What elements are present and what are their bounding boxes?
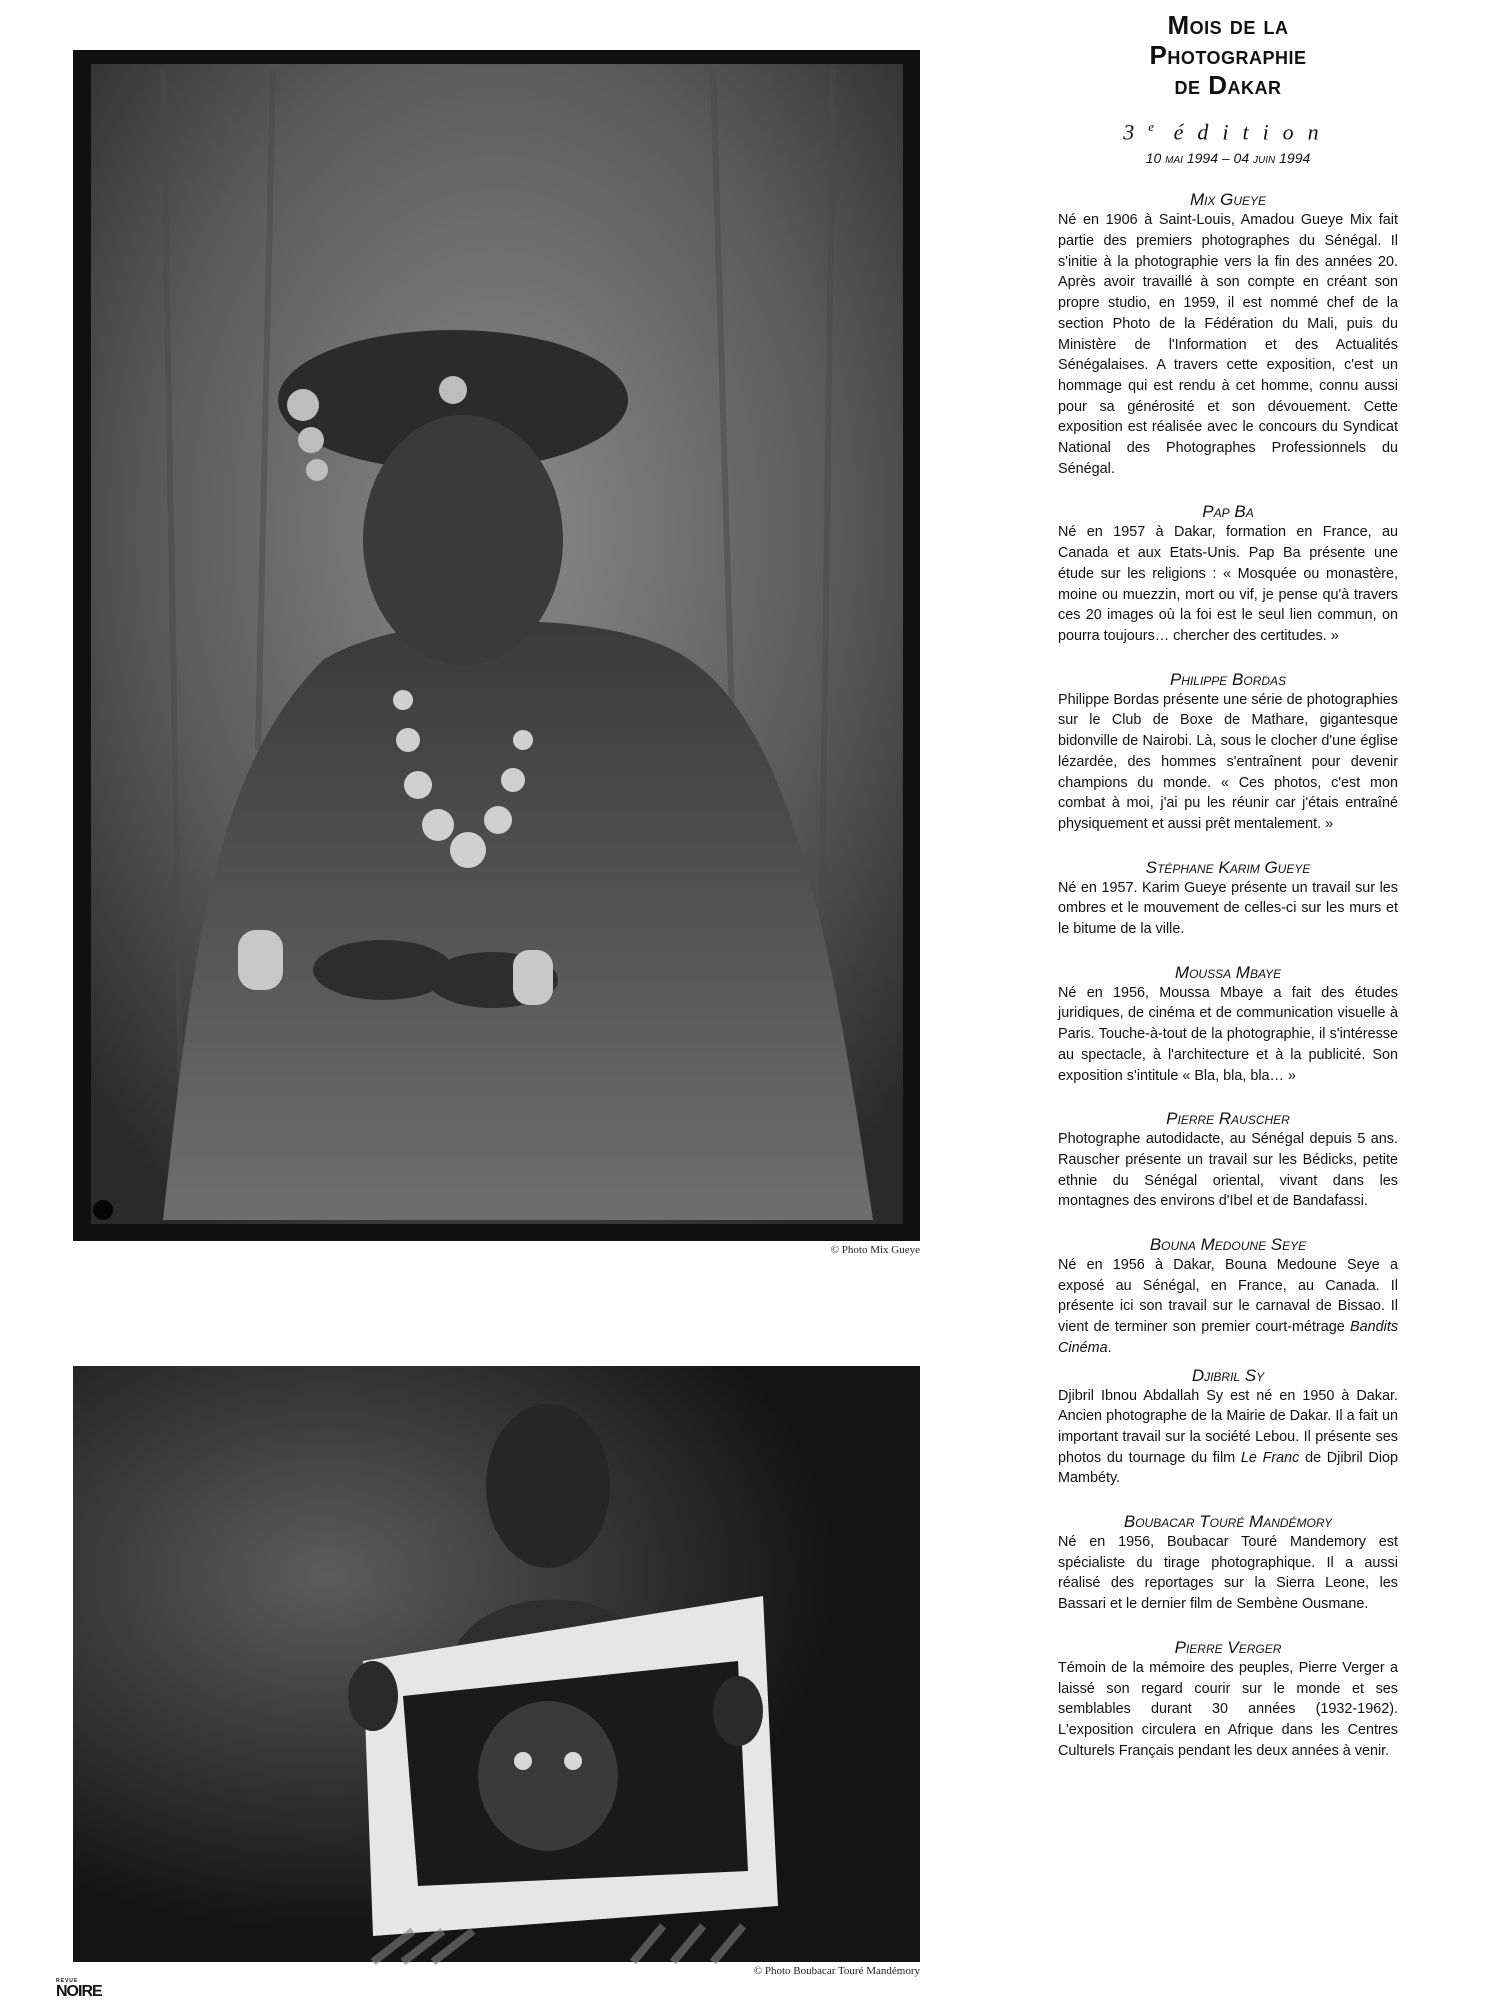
photographer-name: Moussa Mbaye <box>1174 962 1282 982</box>
entry-djibril-sy <box>1058 1365 1398 1490</box>
child-photo-image <box>73 1366 920 1962</box>
photographer-name: Stéphane Karim Gueye <box>1145 857 1311 877</box>
bio-text: Djibril Ibnou Abdallah Sy est né en 1950 à Dakar. Ancien photographe de la Mairie de Dakar. Il a fait un important travail sur la société Lebou. Il présente ses photos du tournage du film <box>1058 1387 1398 1466</box>
photo-credit: © Photo Boubacar Touré Mandémory <box>753 1965 920 1977</box>
entry-philippe-bordas <box>1058 669 1398 835</box>
photographer-bio: Né en 1957 à Dakar, formation en France, au Canada et aux Etats-Unis. Pap Ba présente une étude sur les religions : « Mosquée ou monastère, moine ou muezzin, mort ou vif, je pense qu'à travers ces 20 images où la foi est le seul lien commun, on pourra toujours… chercher des certitudes. » <box>1058 524 1398 644</box>
photographer-bio: Né en 1906 à Saint-Louis, Amadou Gueye Mix fait partie des premiers photographes du Sénégal. Il s'initie à la photographie vers la fin des années 20. Après avoir travaillé à son compte en créant son propre studio, en 1959, il est nommé chef de la section Photo de la Fédération du Mali, puis du Ministère de l'Information et des Actualités Sénégalaises. A travers cette exposition, c'est un hommage qui est rendu à cet homme, connu aussi pour sa générosité et son dévouement. Cette exposition est réalisée avec le concours du Syndicat National des Photographes Professionnels du Sénégal. <box>1058 212 1398 477</box>
logo-big-text: NOIRE <box>56 1983 102 2000</box>
portrait-photo-mix-gueye <box>73 50 920 1241</box>
title-line-3: de Dakar <box>1174 70 1282 100</box>
article-column <box>1058 10 1398 1783</box>
edition-number: 3 <box>1123 119 1149 145</box>
portrait-photo-image <box>73 50 920 1241</box>
event-dates: 10 mai 1994 – 04 juin 1994 <box>1145 150 1311 167</box>
entry-bouna-medoune-seye <box>1058 1234 1398 1359</box>
photographer-bio: Né en 1956, Boubacar Touré Mandemory est spécialiste du tirage photographique. Il a aussi réalisé des reportages sur la Sierra Leone, les Bassari et le dernier film de Sembène Ousmane. <box>1058 1534 1398 1613</box>
bio-text: Né en 1956 à Dakar, Bouna Medoune Seye a exposé au Sénégal, en France, au Canada. Il présente ici son travail sur le carnaval de Bissao. Il vient de terminer son premier court-métrage <box>1058 1257 1398 1336</box>
edition-superscript: e <box>1148 119 1155 134</box>
bio-end: de Djibril Diop Mambéty. <box>1058 1449 1399 1487</box>
photographer-name: Pierre Rauscher <box>1166 1109 1290 1129</box>
entry-stephane-karim-gueye <box>1058 857 1398 940</box>
film-title: Bandits Cinéma <box>1058 1319 1399 1356</box>
photographer-bio: Philippe Bordas présente une série de photographies sur le Club de Boxe de Mathare, gigantesque bidonville de Nairobi. Là, sous le clocher d'une église lézardée, des hommes s'entraînent pour devenir champions du monde. « Ces photos, c'est mon combat à moi, j'ai pu les réunir car j'étais entraîné physiquement et aussi prêt mentalement. » <box>1058 691 1398 832</box>
edition-label <box>1058 114 1398 145</box>
entry-pierre-rauscher <box>1058 1108 1398 1212</box>
photographer-bio: Photographe autodidacte, au Sénégal depuis 5 ans. Rauscher présente un travail sur les Bédicks, petite ethnie du Sénégal oriental, vivant dans les montagnes des environs d'Ibel et de Bandafassi. <box>1058 1131 1398 1210</box>
photographer-name: Pierre Verger <box>1174 1637 1282 1657</box>
logo-small-text: REVUE <box>56 1978 79 1984</box>
entry-pap-ba <box>1058 501 1398 646</box>
entry-boubacar-toure-mandemory <box>1058 1511 1398 1615</box>
photographer-list <box>1058 189 1398 1761</box>
photographer-name: Djibril Sy <box>1191 1365 1265 1385</box>
photographer-name: Bouna Medoune Seye <box>1149 1235 1307 1255</box>
photographer-bio: Né en 1956, Moussa Mbaye a fait des études juridiques, de cinéma et de communication visuelle à Paris. Touche-à-tout de la photographie, il s'intéresse au spectacle, à l'architecture et à la publicité. Son exposition s'intitule « Bla, bla, bla… » <box>1058 984 1398 1084</box>
film-title: Le Franc <box>1240 1449 1300 1466</box>
photographer-name: Boubacar Touré Mandémory <box>1123 1512 1333 1532</box>
article-title <box>1058 10 1398 100</box>
edition-word: édition <box>1173 119 1333 145</box>
entry-pierre-verger <box>1058 1637 1398 1762</box>
photographer-bio: Témoin de la mémoire des peuples, Pierre Verger a laissé son regard courir sur le monde et ses semblables durant 30 années (1932-1962). L'exposition circulera en Afrique dans les Centres Culturels Français pendant les deux années à venir. <box>1058 1659 1398 1759</box>
title-line-1: Mois de la <box>1167 10 1289 40</box>
photographer-bio: Né en 1957. Karim Gueye présente un travail sur les ombres et le mouvement de celles-ci sur les murs et le bitume de la ville. <box>1058 879 1398 938</box>
entry-mix-gueye <box>1058 189 1398 479</box>
bio-end: . <box>1107 1339 1112 1356</box>
photographer-bio <box>1058 1386 1398 1490</box>
photographer-name: Mix Gueye <box>1189 190 1267 210</box>
photographer-name: Philippe Bordas <box>1169 669 1287 689</box>
title-line-2: Photographie <box>1149 40 1307 70</box>
photographer-name: Pap Ba <box>1202 502 1254 522</box>
child-photo-boubacar-toure <box>73 1366 920 1962</box>
photographer-bio <box>1058 1255 1398 1359</box>
entry-moussa-mbaye <box>1058 962 1398 1087</box>
photo-credit: © Photo Mix Gueye <box>830 1244 920 1256</box>
magazine-logo <box>56 1978 102 2000</box>
